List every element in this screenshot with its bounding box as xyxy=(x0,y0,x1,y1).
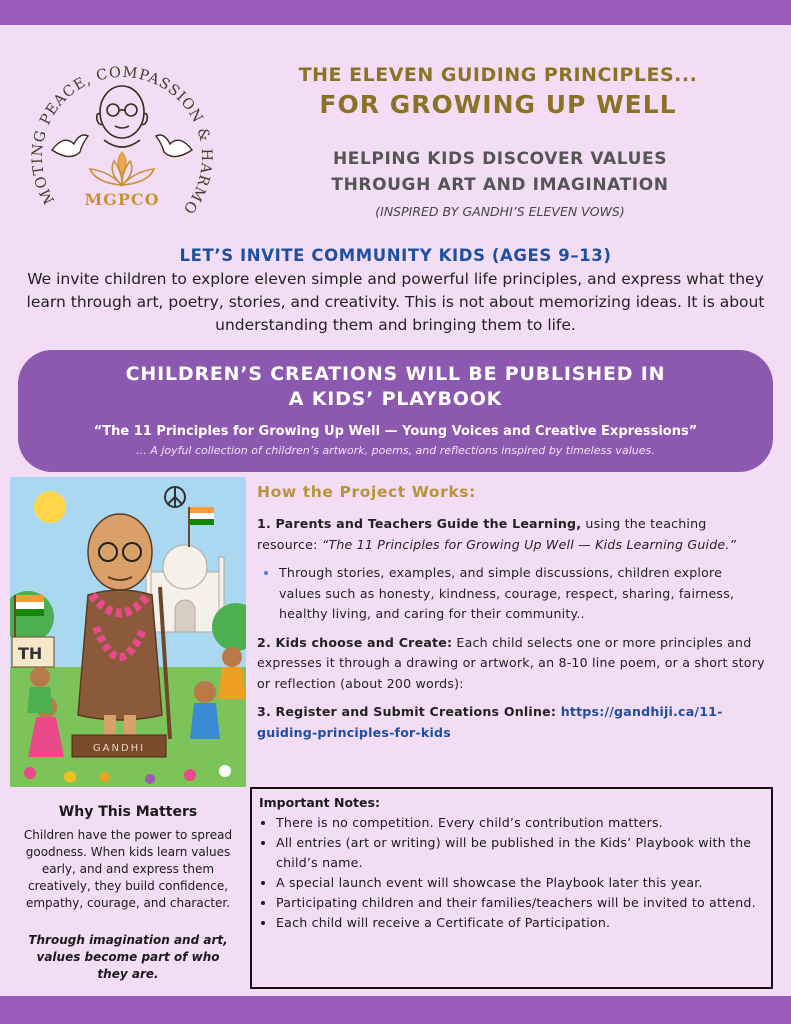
statue-label: GANDHI xyxy=(92,743,146,754)
invite-heading: LET’S INVITE COMMUNITY KIDS (AGES 9–13) xyxy=(179,246,612,265)
step-1-bullet: • Through stories, examples, and simple discussions, children explore values such as honesty, kindness, courage, respect, sharing, fairness, healthy living, and caring for their community.. xyxy=(279,563,767,625)
sign-board xyxy=(12,637,54,667)
subtitle-line-2: THROUGH ART AND IMAGINATION xyxy=(331,175,669,195)
note-item: • All entries (art or writing) will be published in the Kids’ Playbook with the child’s name. xyxy=(276,833,781,873)
subtitle xyxy=(250,146,750,198)
project-steps xyxy=(257,514,767,751)
banner-quote: “The 11 Principles for Growing Up Well — Young Voices and Creative Expressions” xyxy=(93,424,698,439)
invite-paragraph: We invite children to explore eleven simple and powerful life principles, and express what they learn through art, poetry, stories, and creativity. This is not about memorizing ideas. It is about understanding them and bringing them to life. xyxy=(26,270,765,334)
step-1-title: 1. Parents and Teachers Guide the Learning, xyxy=(257,516,582,531)
note-item: • Participating children and their families/teachers will be invited to attend. xyxy=(276,893,781,913)
step-1-bullets xyxy=(257,563,767,625)
step-1 xyxy=(257,514,767,555)
gandhi-illustration xyxy=(10,477,246,787)
gandhi-portrait-icon xyxy=(97,86,147,147)
banner-heading xyxy=(18,362,773,412)
step-2-text: Each child selects one or more principles and expresses it through a drawing or artwork, an 8-10 line poem, or a short story or reflection (about 200 words): xyxy=(257,634,765,691)
important-notes-box xyxy=(250,787,773,989)
register-link[interactable]: https://gandhiji.ca/11-guiding-principles-for-kids xyxy=(257,704,723,740)
mgpco-logo xyxy=(22,40,222,240)
logo-name: MGPCO xyxy=(84,190,160,209)
notes-list xyxy=(256,813,781,933)
project-heading: How the Project Works: xyxy=(257,483,476,501)
banner-heading-line-2: A KIDS’ PLAYBOOK xyxy=(288,388,503,410)
banner-subtext: ... A joyful collection of children’s artwork, poems, and reflections inspired by timeless values. xyxy=(136,444,655,457)
step-1-text: using the teaching resource: xyxy=(257,516,707,552)
logo-emblem xyxy=(22,40,222,240)
why-heading: Why This Matters xyxy=(58,804,198,820)
note-item: • A special launch event will showcase the Playbook later this year. xyxy=(276,873,781,893)
bottom-band xyxy=(0,996,791,1024)
step-2 xyxy=(257,633,767,695)
top-band xyxy=(0,0,791,25)
notes-heading: Important Notes: xyxy=(259,795,380,810)
step-1-guide-title: “The 11 Principles for Growing Up Well — Kids Learning Guide.” xyxy=(321,536,737,552)
step-2-title: 2. Kids choose and Create: xyxy=(257,634,453,650)
step-3 xyxy=(257,702,767,743)
title-line-2: FOR GROWING UP WELL xyxy=(319,90,677,119)
playbook-banner xyxy=(18,350,773,472)
why-text: Children have the power to spread goodness. When kids learn values early, and and express them creatively, they build confidence, empathy, courage, and character. xyxy=(23,828,233,910)
banner-heading-line-1: CHILDREN’S CREATIONS WILL BE PUBLISHED IN xyxy=(125,363,666,385)
step-3-title: 3. Register and Submit Creations Online: xyxy=(257,704,561,719)
why-emphasis: Through imagination and art, values become part of who they are. xyxy=(28,933,228,981)
sign-text: TH xyxy=(18,644,43,663)
lotus-flame-icon xyxy=(90,152,154,185)
illustration-svg xyxy=(10,477,246,787)
subtitle-line-1: HELPING KIDS DISCOVER VALUES xyxy=(332,149,668,169)
note-item: • Each child will receive a Certificate of Participation. xyxy=(276,913,781,933)
note-item: • There is no competition. Every child’s contribution matters. xyxy=(276,813,781,833)
logo-arc-text: MOTING PEACE, COMPASSION & HARMO xyxy=(29,64,215,217)
inspired-note: (INSPIRED BY GANDHI’S ELEVEN VOWS) xyxy=(375,204,625,219)
title-line-1: THE ELEVEN GUIDING PRINCIPLES... xyxy=(298,64,698,86)
